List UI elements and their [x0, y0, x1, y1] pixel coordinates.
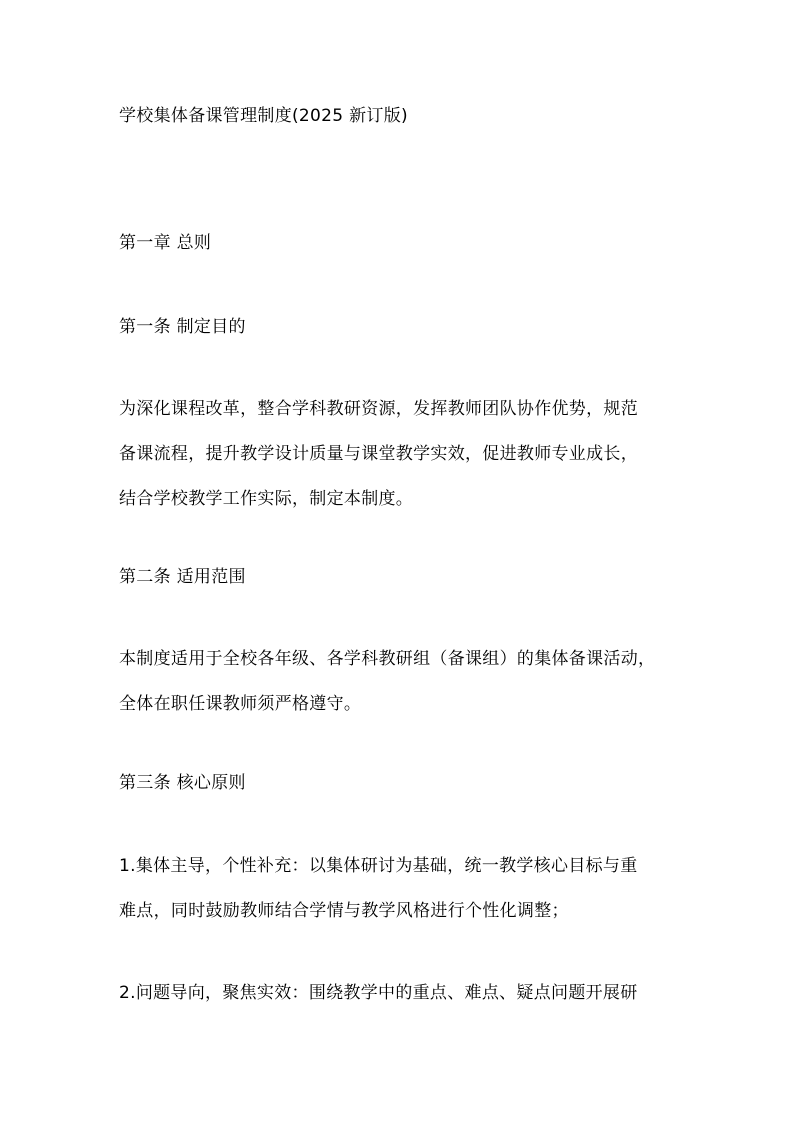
article2-paragraph: [119, 648, 679, 738]
article3-item-2: [119, 982, 679, 1004]
article1-paragraph: [119, 398, 679, 533]
article3-item-1: [119, 855, 679, 945]
paragraph-line: 结合学校教学工作实际，制定本制度。: [119, 489, 414, 509]
paragraph-line: 备课流程，提升教学设计质量与课堂教学实效，促进教师专业成长，: [119, 444, 638, 464]
paragraph-line: 2.问题导向，聚焦实效：围绕教学中的重点、难点、疑点问题开展研: [119, 983, 638, 1003]
document-title: 学校集体备课管理制度(2025 新订版): [119, 106, 408, 126]
paragraph-line: 全体在职任课教师须严格遵守。: [119, 694, 362, 714]
paragraph-line: 难点，同时鼓励教师结合学情与教学风格进行个性化调整；: [119, 901, 569, 921]
article-heading: 第一条 制定目的: [119, 317, 246, 337]
paragraph-line: 1.集体主导，个性补充：以集体研讨为基础，统一教学核心目标与重: [119, 856, 638, 876]
article-heading: 第二条 适用范围: [119, 567, 246, 587]
paragraph-line: 本制度适用于全校各年级、各学科教研组（备课组）的集体备课活动，: [119, 649, 656, 669]
paragraph-line: 为深化课程改革，整合学科教研资源，发挥教师团队协作优势，规范: [119, 399, 638, 419]
article-heading: 第三条 核心原则: [119, 773, 246, 793]
chapter-heading: 第一章 总则: [119, 233, 212, 253]
